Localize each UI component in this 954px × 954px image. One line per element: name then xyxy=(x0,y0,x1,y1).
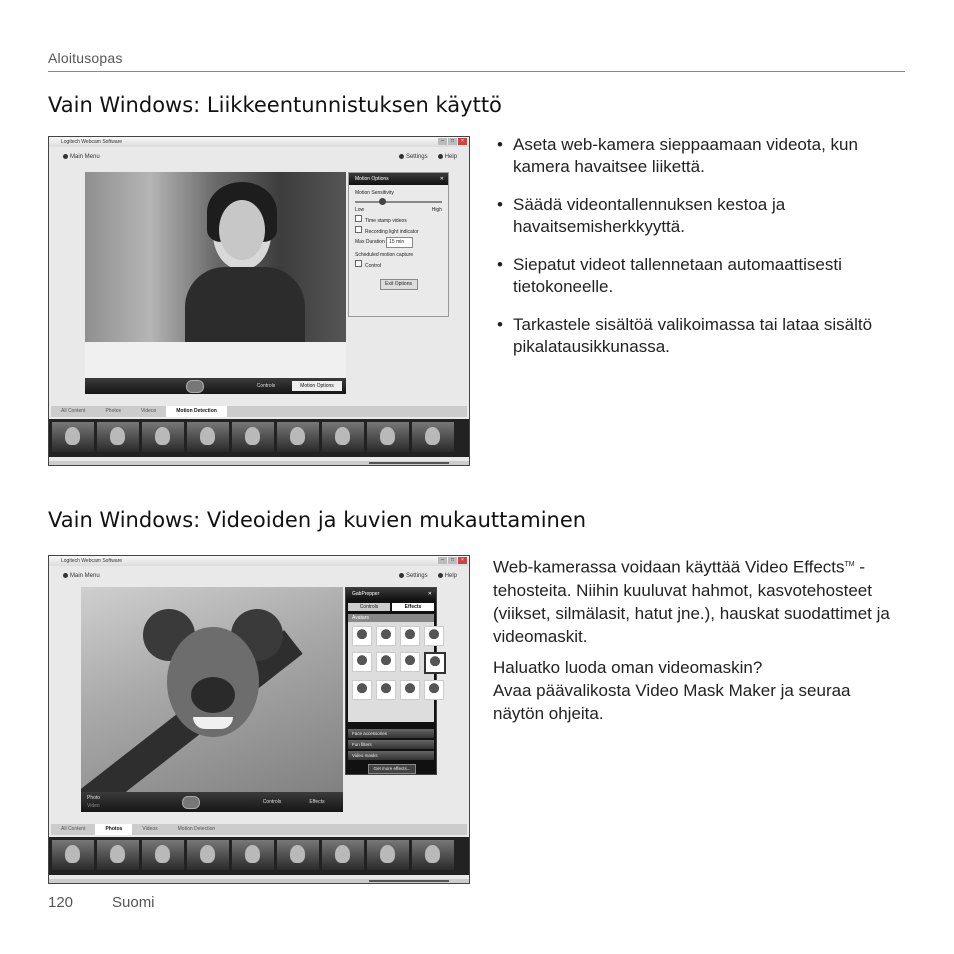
fun-filters-row[interactable]: Fun filters xyxy=(348,740,434,749)
tab-motion-detection[interactable]: Motion Detection xyxy=(166,406,227,417)
gallery-thumbnail[interactable] xyxy=(322,422,364,452)
gallery-tabs xyxy=(51,824,467,835)
section1-heading: Vain Windows: Liikkeentunnistuksen käyttö xyxy=(48,93,502,117)
gallery-strip xyxy=(49,837,469,875)
gallery-thumbnail[interactable] xyxy=(277,422,319,452)
close-icon[interactable]: × xyxy=(458,138,467,145)
main-menu-label: Main Menu xyxy=(70,573,100,580)
effects-text-start: Web-kamerassa voidaan käyttää Video Effects xyxy=(493,557,845,577)
main-menu-label: Main Menu xyxy=(70,154,100,161)
sensitivity-label: Motion Sensitivity xyxy=(355,190,394,196)
bullet-item: • Säädä videontallennuksen kestoa ja havaitsemisherkkyyttä. xyxy=(497,194,907,238)
avatar-thumbnail[interactable] xyxy=(352,626,372,646)
bullet-item: • Tarkastele sisältöä valikoimassa tai lataa sisältö pikalatausikkunassa. xyxy=(497,314,907,358)
tab-photos[interactable]: Photos xyxy=(95,824,132,835)
control-checkbox[interactable] xyxy=(355,260,442,271)
gallery-thumbnail[interactable] xyxy=(52,422,94,452)
preview-controlbar xyxy=(85,378,346,394)
scrollbar-thumb[interactable] xyxy=(369,880,449,882)
motion-detection-screenshot xyxy=(48,136,470,466)
tab-videos[interactable]: Videos xyxy=(142,826,158,832)
gallery-thumbnail[interactable] xyxy=(367,840,409,870)
gallery-scrollbar[interactable] xyxy=(49,461,469,465)
capture-photo-button[interactable] xyxy=(182,796,200,809)
panel-close-icon[interactable]: ✕ xyxy=(439,176,444,182)
effects-button[interactable]: Effects xyxy=(309,799,325,805)
panel-title: Motion Options xyxy=(355,176,389,182)
settings-link[interactable] xyxy=(399,154,428,160)
control-label: Control xyxy=(365,263,382,269)
video-mask-instruction: Avaa päävalikosta Video Mask Maker ja seuraa näytön ohjeita. xyxy=(493,681,851,723)
home-icon xyxy=(63,154,68,159)
trademark-mark: TM xyxy=(844,561,855,568)
scrollbar-thumb[interactable] xyxy=(369,462,449,464)
sensitivity-slider[interactable] xyxy=(355,198,442,206)
motion-options-panel xyxy=(348,172,449,317)
recording-light-checkbox[interactable] xyxy=(355,226,442,237)
gallery-thumbnail[interactable] xyxy=(277,840,319,870)
help-icon xyxy=(438,154,443,159)
gallery-scrollbar[interactable] xyxy=(49,879,469,883)
video-mask-paragraph xyxy=(493,656,903,725)
avatar-thumbnail[interactable] xyxy=(424,680,444,700)
panel-title: GabPrepper xyxy=(352,591,380,597)
minimize-icon[interactable]: – xyxy=(438,557,447,564)
avatar-thumbnail[interactable] xyxy=(400,652,420,672)
gallery-strip xyxy=(49,419,469,457)
effects-panel xyxy=(345,587,437,775)
get-more-effects-button[interactable]: Get more effects... xyxy=(368,764,416,774)
main-menu-link[interactable] xyxy=(63,573,100,579)
gallery-thumbnail[interactable] xyxy=(187,422,229,452)
preview-controlbar xyxy=(81,792,343,812)
table-surface xyxy=(85,342,346,378)
footer-language: Suomi xyxy=(112,894,155,911)
home-icon xyxy=(63,573,68,578)
video-masks-row[interactable]: Video masks xyxy=(348,751,434,760)
scheduled-capture-label: Scheduled motion capture xyxy=(355,252,414,258)
page-number: 120 xyxy=(48,894,74,911)
video-mask-question: Haluatko luoda oman videomaskin? xyxy=(493,658,763,677)
tab-photos[interactable]: Photos xyxy=(105,408,122,414)
avatar-thumbnail[interactable] xyxy=(376,652,396,672)
panel-tab-controls[interactable]: Controls xyxy=(348,603,390,611)
face-accessories-row[interactable]: Face accessories xyxy=(348,729,434,738)
recording-light-label: Recording light indicator xyxy=(365,229,419,235)
tab-all-content[interactable]: All Content xyxy=(61,826,86,832)
subject-face-inner xyxy=(219,200,265,260)
gallery-thumbnail[interactable] xyxy=(52,840,94,870)
gear-icon xyxy=(399,573,404,578)
controls-button[interactable]: Controls xyxy=(262,799,282,805)
avatar-thumbnail[interactable] xyxy=(376,626,396,646)
gallery-thumbnail[interactable] xyxy=(97,840,139,870)
photo-mode-option[interactable]: Photo xyxy=(87,795,101,801)
window-title: Logitech Webcam Software xyxy=(61,558,123,564)
settings-link[interactable] xyxy=(399,573,428,579)
gear-icon xyxy=(399,154,404,159)
video-mode-option[interactable]: Video xyxy=(87,803,100,809)
avatars-header: Avatars xyxy=(348,614,434,622)
koala-nose xyxy=(191,677,235,713)
video-preview xyxy=(85,172,346,394)
avatar-thumbnail-selected[interactable] xyxy=(424,652,446,674)
panel-tab-effects[interactable]: Effects xyxy=(392,603,434,611)
avatar-thumbnail[interactable] xyxy=(400,626,420,646)
app-menubar xyxy=(49,568,469,584)
app-menubar xyxy=(49,149,469,165)
gallery-thumbnail[interactable] xyxy=(142,840,184,870)
gallery-thumbnail[interactable] xyxy=(232,422,274,452)
bullet-item: • Siepatut videot tallennetaan automaattisesti tietokoneelle. xyxy=(497,254,907,298)
maximize-icon[interactable]: □ xyxy=(448,138,457,145)
settings-label: Settings xyxy=(405,154,428,161)
exit-options-button[interactable]: Exit Options xyxy=(380,279,418,290)
running-header: Aloitusopas xyxy=(48,50,123,66)
controls-button[interactable]: Controls xyxy=(256,383,276,389)
help-label: Help xyxy=(444,154,457,161)
window-titlebar xyxy=(49,556,469,566)
help-icon xyxy=(438,573,443,578)
header-rule xyxy=(48,71,905,72)
slider-handle[interactable] xyxy=(379,198,386,205)
avatar-thumbnail[interactable] xyxy=(424,626,444,646)
help-label: Help xyxy=(444,573,457,580)
duration-select[interactable]: 15 min xyxy=(386,237,413,248)
avatar-thumbnail[interactable] xyxy=(400,680,420,700)
effects-text-end: -tehosteita. Niihin kuuluvat hahmot, kasvotehosteet (viikset, silmälasit, hatut jne.), hauskat suodattimet ja videomaskit. xyxy=(493,557,890,646)
gallery-thumbnail[interactable] xyxy=(232,840,274,870)
gallery-thumbnail[interactable] xyxy=(142,422,184,452)
section2-heading: Vain Windows: Videoiden ja kuvien mukauttaminen xyxy=(48,508,587,532)
panel-header xyxy=(349,173,448,185)
duration-label: Max Duration xyxy=(355,239,385,245)
avatars-section xyxy=(348,614,434,722)
close-icon[interactable]: × xyxy=(458,557,467,564)
video-preview xyxy=(81,587,343,812)
tab-all-content[interactable]: All Content xyxy=(61,408,86,414)
avatar-thumbnail[interactable] xyxy=(352,652,372,672)
tab-videos[interactable]: Videos xyxy=(141,408,157,414)
gallery-thumbnail[interactable] xyxy=(187,840,229,870)
timestamp-label: Time stamp videos xyxy=(365,218,407,224)
motion-options-button[interactable]: Motion Options xyxy=(292,381,342,391)
gallery-thumbnail[interactable] xyxy=(97,422,139,452)
gallery-thumbnail[interactable] xyxy=(322,840,364,870)
maximize-icon[interactable]: □ xyxy=(448,557,457,564)
section1-bullet-list xyxy=(497,134,907,374)
capture-button[interactable] xyxy=(186,380,204,393)
panel-header xyxy=(346,588,436,600)
window-buttons xyxy=(438,557,467,564)
video-effects-screenshot xyxy=(48,555,470,884)
gallery-tabs xyxy=(51,406,467,417)
timestamp-checkbox[interactable] xyxy=(355,215,442,226)
gallery-thumbnail[interactable] xyxy=(412,840,454,870)
help-link[interactable] xyxy=(438,573,457,579)
slider-low-label: Low xyxy=(355,207,365,213)
bullet-item: • Aseta web-kamera sieppaamaan videota, kun kamera havaitsee liikettä. xyxy=(497,134,907,178)
tab-motion-detection[interactable]: Motion Detection xyxy=(177,826,216,832)
main-menu-link[interactable] xyxy=(63,154,100,160)
gallery-thumbnail[interactable] xyxy=(412,422,454,452)
avatar-thumbnail[interactable] xyxy=(376,680,396,700)
avatar-thumbnail[interactable] xyxy=(352,680,372,700)
window-title: Logitech Webcam Software xyxy=(61,139,123,145)
effects-paragraph xyxy=(493,553,903,648)
window-buttons xyxy=(438,138,467,145)
slider-high-label: High xyxy=(431,207,442,213)
panel-close-icon[interactable]: ✕ xyxy=(427,591,432,597)
avatar-grid xyxy=(352,626,442,700)
settings-label: Settings xyxy=(405,573,428,580)
help-link[interactable] xyxy=(438,154,457,160)
window-titlebar xyxy=(49,137,469,147)
mask-mouth xyxy=(193,717,233,729)
gallery-thumbnail[interactable] xyxy=(367,422,409,452)
minimize-icon[interactable]: – xyxy=(438,138,447,145)
